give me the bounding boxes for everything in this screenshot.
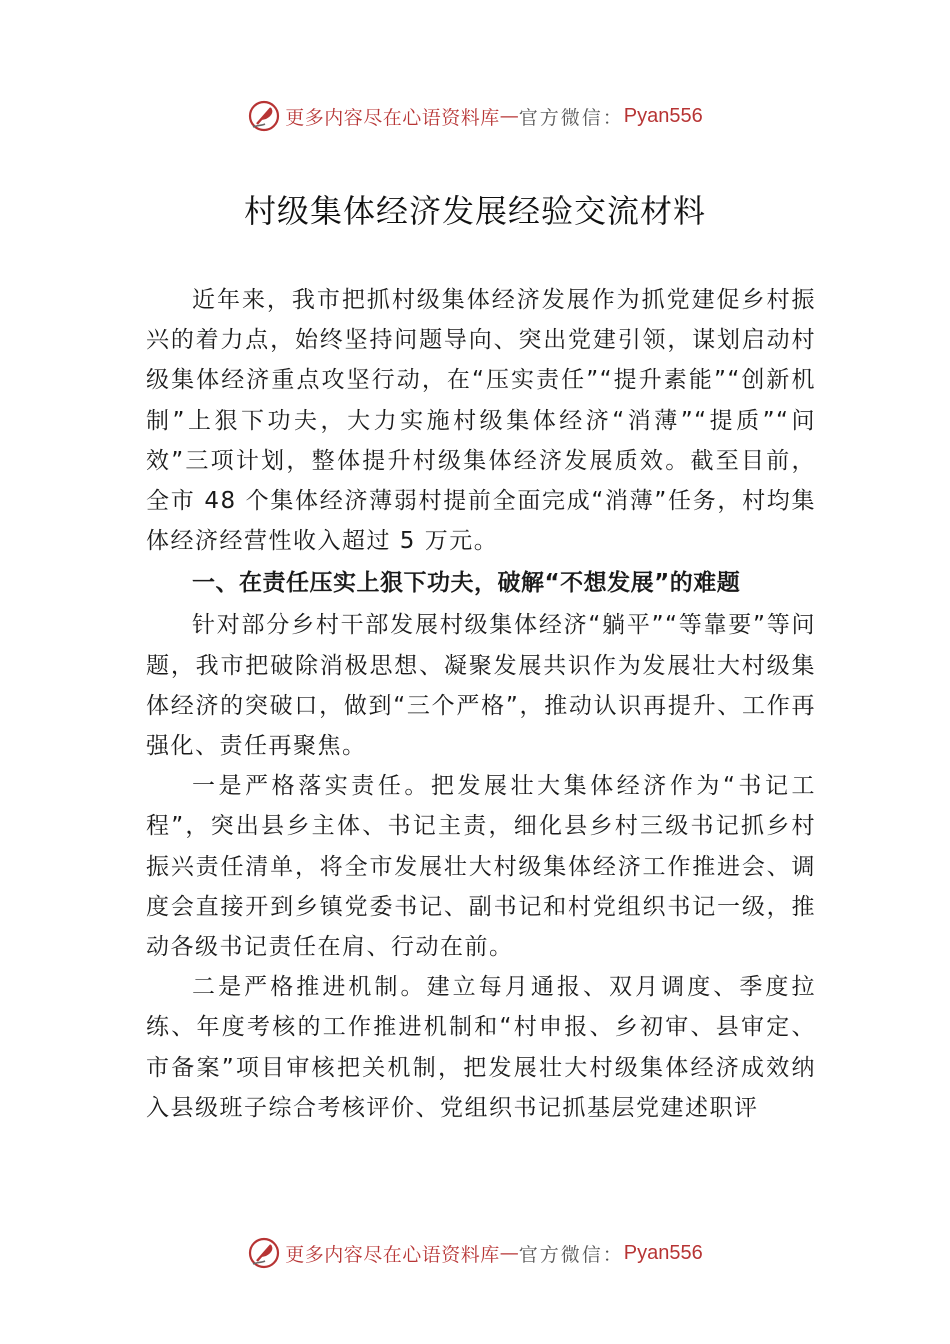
paragraph-point-2: 二是严格推进机制。建立每月通报、双月调度、季度拉练、年度考核的工作推进机制和“村申报、乡初审、县审定、市备案”项目审核把关机制，把发展壮大村级集体经济成效纳入县级班子综合考核评价、党组织书记抓基层党建述职评 <box>146 974 816 1121</box>
footer-banner <box>0 1233 950 1273</box>
paragraph-intro: 近年来，我市把抓村级集体经济发展作为抓党建促乡村振兴的着力点，始终坚持问题导向、突出党建引领，谋划启动村级集体经济重点攻坚行动，在“压实责任”“提升素能”“创新机制”上狠下功夫，大力实施村级集体经济“消薄”“提质”“问效”三项计划，整体提升村级集体经济发展质效。截至目前，全市 48 个集体经济薄弱村提前全面完成“消薄”任务，村均集体经济经营性收入超过 5 万元。 <box>146 287 816 555</box>
banner-text: 更多内容尽在心语资料库 <box>285 106 500 129</box>
section-heading-1: 一、在责任压实上狠下功夫，破解“不想发展”的难题 <box>192 570 741 597</box>
banner-separator: — <box>499 105 519 127</box>
quill-logo-icon <box>247 99 281 133</box>
document-body <box>146 280 816 1128</box>
banner-wechat-id: Pyan556 <box>623 104 703 127</box>
banner-separator: — <box>499 1242 519 1264</box>
document-title: 村级集体经济发展经验交流材料 <box>243 192 706 230</box>
banner-wechat-label: 官方微信： <box>518 1243 624 1266</box>
banner-wechat-label: 官方微信： <box>518 106 624 129</box>
paragraph-section-1: 针对部分乡村干部发展村级集体经济“躺平”“等靠要”等问题，我市把破除消极思想、凝聚发展共识作为发展壮大村级集体经济的突破口，做到“三个严格”，推动认识再提升、工作再强化、责任再聚焦。 <box>146 612 816 760</box>
banner-text: 更多内容尽在心语资料库 <box>285 1243 500 1266</box>
banner-wechat-id: Pyan556 <box>623 1241 703 1264</box>
paragraph-point-1: 一是严格落实责任。把发展壮大集体经济作为“书记工程”，突出县乡主体、书记主责，细化县乡村三级书记抓乡村振兴责任清单，将全市发展壮大村级集体经济工作推进会、调度会直接开到乡镇党委书记、副书记和村党组织书记一级，推动各级书记责任在肩、行动在前。 <box>146 773 816 961</box>
quill-logo-icon <box>247 1236 281 1270</box>
header-banner <box>0 96 950 136</box>
